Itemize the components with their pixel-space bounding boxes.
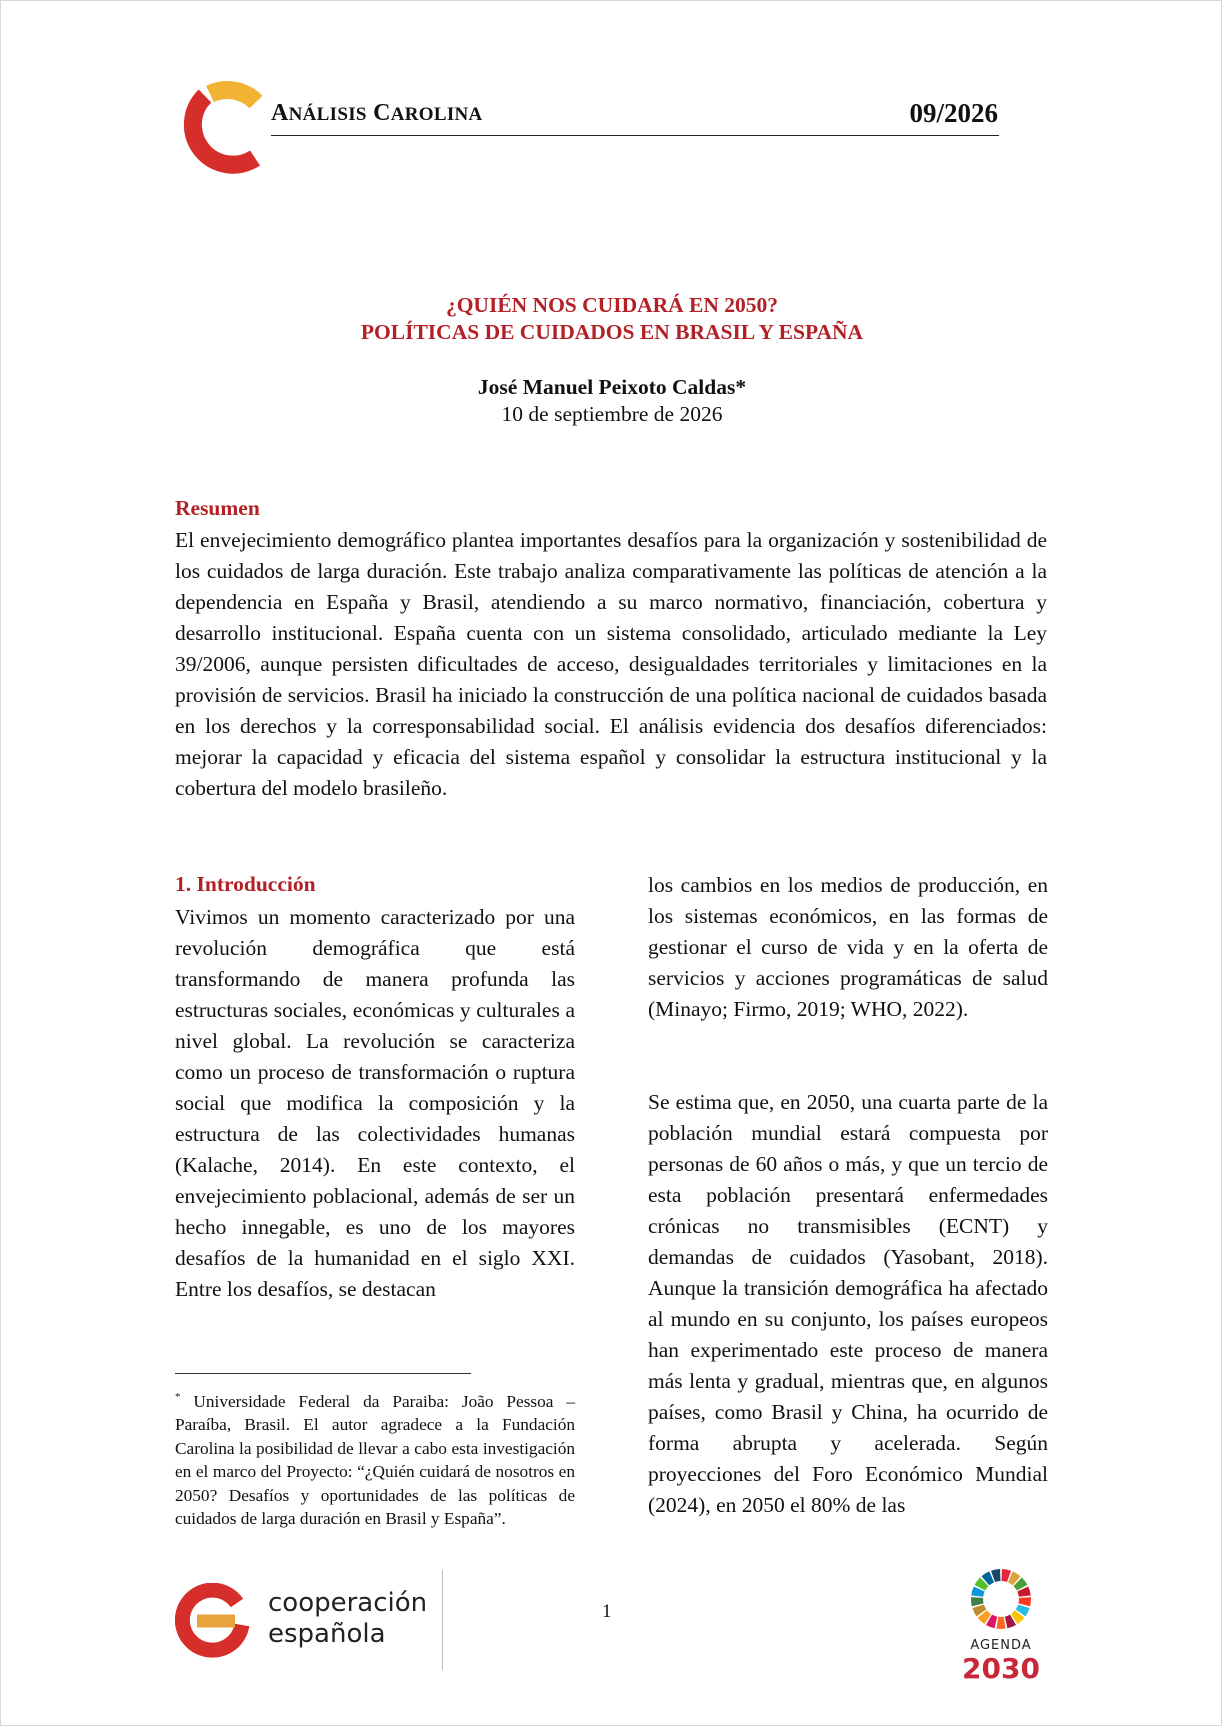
introduction-left-column: Vivimos un momento caracterizado por una revolución demográfica que está transformando de manera profunda las estructuras sociales, económicas y culturales a nivel global. La revolución se caracteriza como un proceso de transformación o ruptura social que modifica la composición y la estructura de las colectividades humanas (Kalache, 2014). En este contexto, el envejecimiento poblacional, además de ser un hecho innegable, es uno de los mayores desafíos de la humanidad en el siglo XXI. Entre los desafíos, se destacan <box>175 905 575 1301</box>
agenda-label: AGENDA <box>970 1638 1032 1653</box>
abstract-heading: Resumen <box>175 496 260 520</box>
article-date: 10 de septiembre de 2026 <box>501 402 723 426</box>
footnote-marker: * <box>175 1391 181 1403</box>
agenda-year: 2030 <box>962 1652 1040 1685</box>
cooperacion-line-1: cooperación <box>268 1588 428 1618</box>
sdg-wheel-segment <box>996 1617 1005 1629</box>
issue-number: 09/2026 <box>909 98 998 128</box>
article-author: José Manuel Peixoto Caldas* <box>477 375 747 399</box>
cooperacion-espanola-logo-icon <box>175 1583 251 1659</box>
footnote-text: Universidade Federal da Paraiba: João Pessoa – Paraíba, Brasil. El autor agradece a la Fundación Carolina la posibilidad de llevar a cabo esta investigación en el marco del Proyecto: “¿Quién cuidará de nosotros en 2050? Desafíos y oportunidades de las políticas de cuidados de larga duración en Brasil y España”. <box>175 1391 575 1529</box>
footnote-rule <box>175 1373 471 1374</box>
cooperacion-espanola-wordmark <box>268 1588 427 1650</box>
footer-divider <box>442 1570 443 1670</box>
sdg-wheel-segment <box>971 1597 984 1606</box>
header-rule <box>271 135 999 136</box>
abstract-text: El envejecimiento demográfico plantea importantes desafíos para la organización y sostenibilidad de los cuidados de larga duración. Este trabajo analiza comparativamente las políticas de atención a la dependencia en España y Brasil, atendiendo a su marco normativo, financiación, cobertura y desarrollo institucional. España cuenta con un sistema consolidado, articulado mediante la Ley 39/2006, aunque persisten dificultades de acceso, desigualdades territoriales y limitaciones en la provisión de servicios. Brasil ha iniciado la construcción de una política nacional de cuidados basada en los derechos y la corresponsabilidad social. El análisis evidencia dos desafíos diferenciados: mejorar la capacidad y eficacia del sistema español y consolidar la estructura institucional y la cobertura del modelo brasileño. <box>175 528 1047 800</box>
introduction-right-column-paragraph-1: los cambios en los medios de producción, en los sistemas económicos, en las formas de gestionar el curso de vida y en la oferta de servicios y acciones programáticas de salud (Minayo; Firmo, 2019; WHO, 2022). <box>648 873 1048 1021</box>
fundacion-carolina-logo <box>170 80 270 180</box>
article-title-line-2: POLÍTICAS DE CUIDADOS EN BRASIL Y ESPAÑA <box>360 320 864 344</box>
footnote <box>175 1386 575 1531</box>
article-title-line-1: ¿QUIÉN NOS CUIDARÁ EN 2050? <box>445 293 779 317</box>
introduction-right-column-paragraph-2: Se estima que, en 2050, una cuarta parte de la población mundial estará compuesta por personas de 60 años o más, y que un tercio de esta población presentará enfermedades crónicas no transmisibles (ECNT) y demandas de cuidados (Yasobant, 2018). Aunque la transición demográfica ha afectado al mundo en su conjunto, los países europeos han experimentado este proceso de manera más lenta y gradual, mientras que, en algunos países, como Brasil y China, ha ocurrido de forma abrupta y acelerada. Según proyecciones del Foro Económico Mundial (2024), en 2050 el 80% de las <box>648 1090 1048 1517</box>
cooperacion-line-2: española <box>268 1619 386 1649</box>
introduction-heading: 1. Introducción <box>175 872 316 896</box>
series-title: ANÁLISIS CAROLINA <box>271 100 483 126</box>
sdg-wheel-icon <box>969 1567 1033 1631</box>
sdg-wheel-segment <box>1018 1597 1031 1606</box>
page-number: 1 <box>602 1601 612 1622</box>
